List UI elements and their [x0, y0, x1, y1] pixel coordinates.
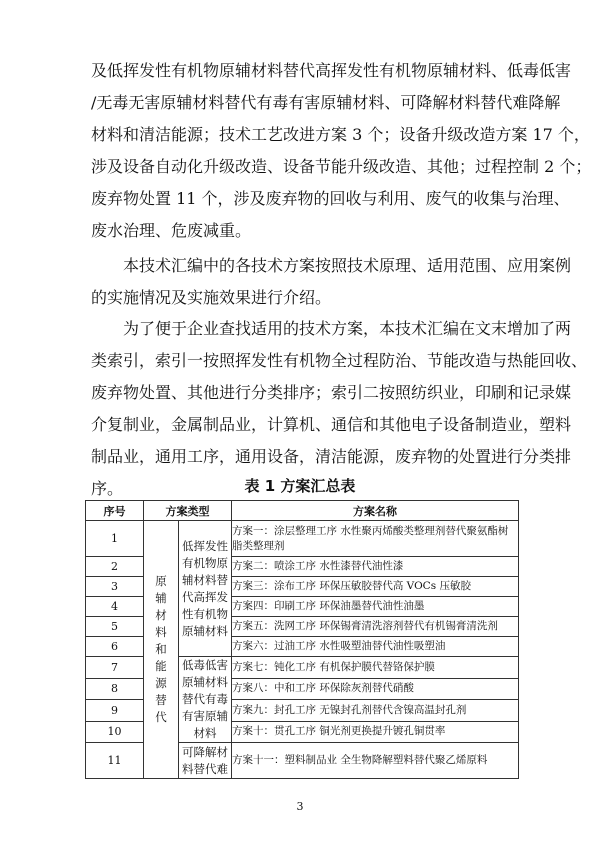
scheme-name: 方案八：中和工序 环保除灰剂替代硝酸: [232, 678, 519, 700]
row-number: 3: [86, 577, 144, 597]
scheme-name: 方案七：钝化工序 有机保护膜代替铬保护膜: [232, 657, 519, 679]
scheme-name: 方案二：喷涂工序 水性漆替代油性漆: [232, 557, 519, 577]
row-number: 2: [86, 557, 144, 577]
text-line: 本技术汇编中的各技术方案按照技术原理、适用范围、应用案例: [123, 256, 572, 275]
row-number: 6: [86, 637, 144, 657]
scheme-name: 方案十：贯孔工序 铜光剂更换提升镀孔铜贯率: [232, 721, 519, 743]
scheme-name: 方案四：印刷工序 环保油墨替代油性油墨: [232, 597, 519, 617]
text-line: 涉及设备自动化升级改造、设备节能升级改造、其他；过程控制 2 个；: [91, 157, 592, 176]
scheme-name: 方案十一：塑料制品业 全生物降解塑料替代聚乙烯原料: [232, 743, 519, 779]
row-number: 1: [86, 521, 144, 557]
scheme-name: 方案三：涂布工序 环保压敏胶替代高 VOCs 压敏胶: [232, 577, 519, 597]
header-name: 方案名称: [232, 501, 519, 521]
text-line: 介复制业，金属制品业，计算机、通信和其他电子设备制造业，塑料: [91, 415, 572, 434]
row-number: 10: [86, 721, 144, 743]
text-line: 废水治理、危废减重。: [91, 221, 252, 240]
row-number: 11: [86, 743, 144, 779]
text-line: 废弃物处置 11 个，涉及废弃物的回收与利用、废气的收集与治理、: [91, 189, 570, 208]
row-number: 7: [86, 657, 144, 679]
paragraph-introduction: [91, 250, 572, 314]
header-type: 方案类型: [144, 501, 232, 521]
row-number: 8: [86, 678, 144, 700]
paragraph-summary: [91, 55, 592, 247]
category-main: [144, 521, 179, 779]
table-header-row: [86, 501, 519, 521]
subcategory-low-voc: [179, 521, 232, 657]
text-line: 为了便于企业查找适用的技术方案，本技术汇编在文末增加了两: [123, 319, 572, 338]
subcategory-text: 低挥发性有机物原辅材料替代高挥发性有机物原辅材料: [182, 538, 228, 638]
text-line: 的实施情况及实施效果进行介绍。: [91, 288, 332, 307]
text-line: 及低挥发性有机物原辅材料替代高挥发性有机物原辅材料、低毒低害: [91, 61, 572, 80]
page-number: 3: [296, 800, 304, 813]
row-number: 4: [86, 597, 144, 617]
header-no: 序号: [86, 501, 144, 521]
row-number: 5: [86, 617, 144, 637]
summary-table: [85, 500, 519, 779]
text-line: /无毒无害原辅材料替代有毒有害原辅材料、可降解材料替代难降解: [91, 93, 561, 112]
text-line: 废弃物处置、其他进行分类排序；索引二按照纺织业，印刷和记录媒: [91, 383, 572, 402]
text-line: 类索引，索引一按照挥发性有机物全过程防治、节能改造与热能回收、: [91, 351, 588, 370]
text-line: 制品业，通用工序，通用设备，清洁能源，废弃物的处置进行分类排: [91, 447, 572, 466]
scheme-name: 方案一：涂层整理工序 水性聚丙烯酸类整理剂替代聚氨酯树脂类整理剂: [232, 521, 519, 557]
subcategory-low-toxicity: [179, 657, 232, 743]
table-row: [86, 521, 519, 557]
text-line: 序。: [91, 479, 124, 498]
scheme-name: 方案六：过油工序 水性吸塑油替代油性吸塑油: [232, 637, 519, 657]
text-line: 材料和清洁能源；技术工艺改进方案 3 个；设备升级改造方案 17 个，: [91, 125, 590, 144]
subcategory-text: 可降解材料替代难: [182, 744, 228, 776]
row-number: 9: [86, 700, 144, 722]
table-caption: 表 1 方案汇总表: [244, 477, 356, 495]
category-main-text: 原辅材料和能源替代: [155, 574, 167, 724]
subcategory-degradable: [179, 743, 232, 779]
subcategory-text: 低毒低害原辅材料替代有毒有害原辅材料: [182, 658, 228, 740]
scheme-name: 方案九：封孔工序 无镍封孔剂替代含镍高温封孔剂: [232, 700, 519, 722]
scheme-name: 方案五：洗网工序 环保锡膏清洗溶剂替代有机锡膏清洗剂: [232, 617, 519, 637]
